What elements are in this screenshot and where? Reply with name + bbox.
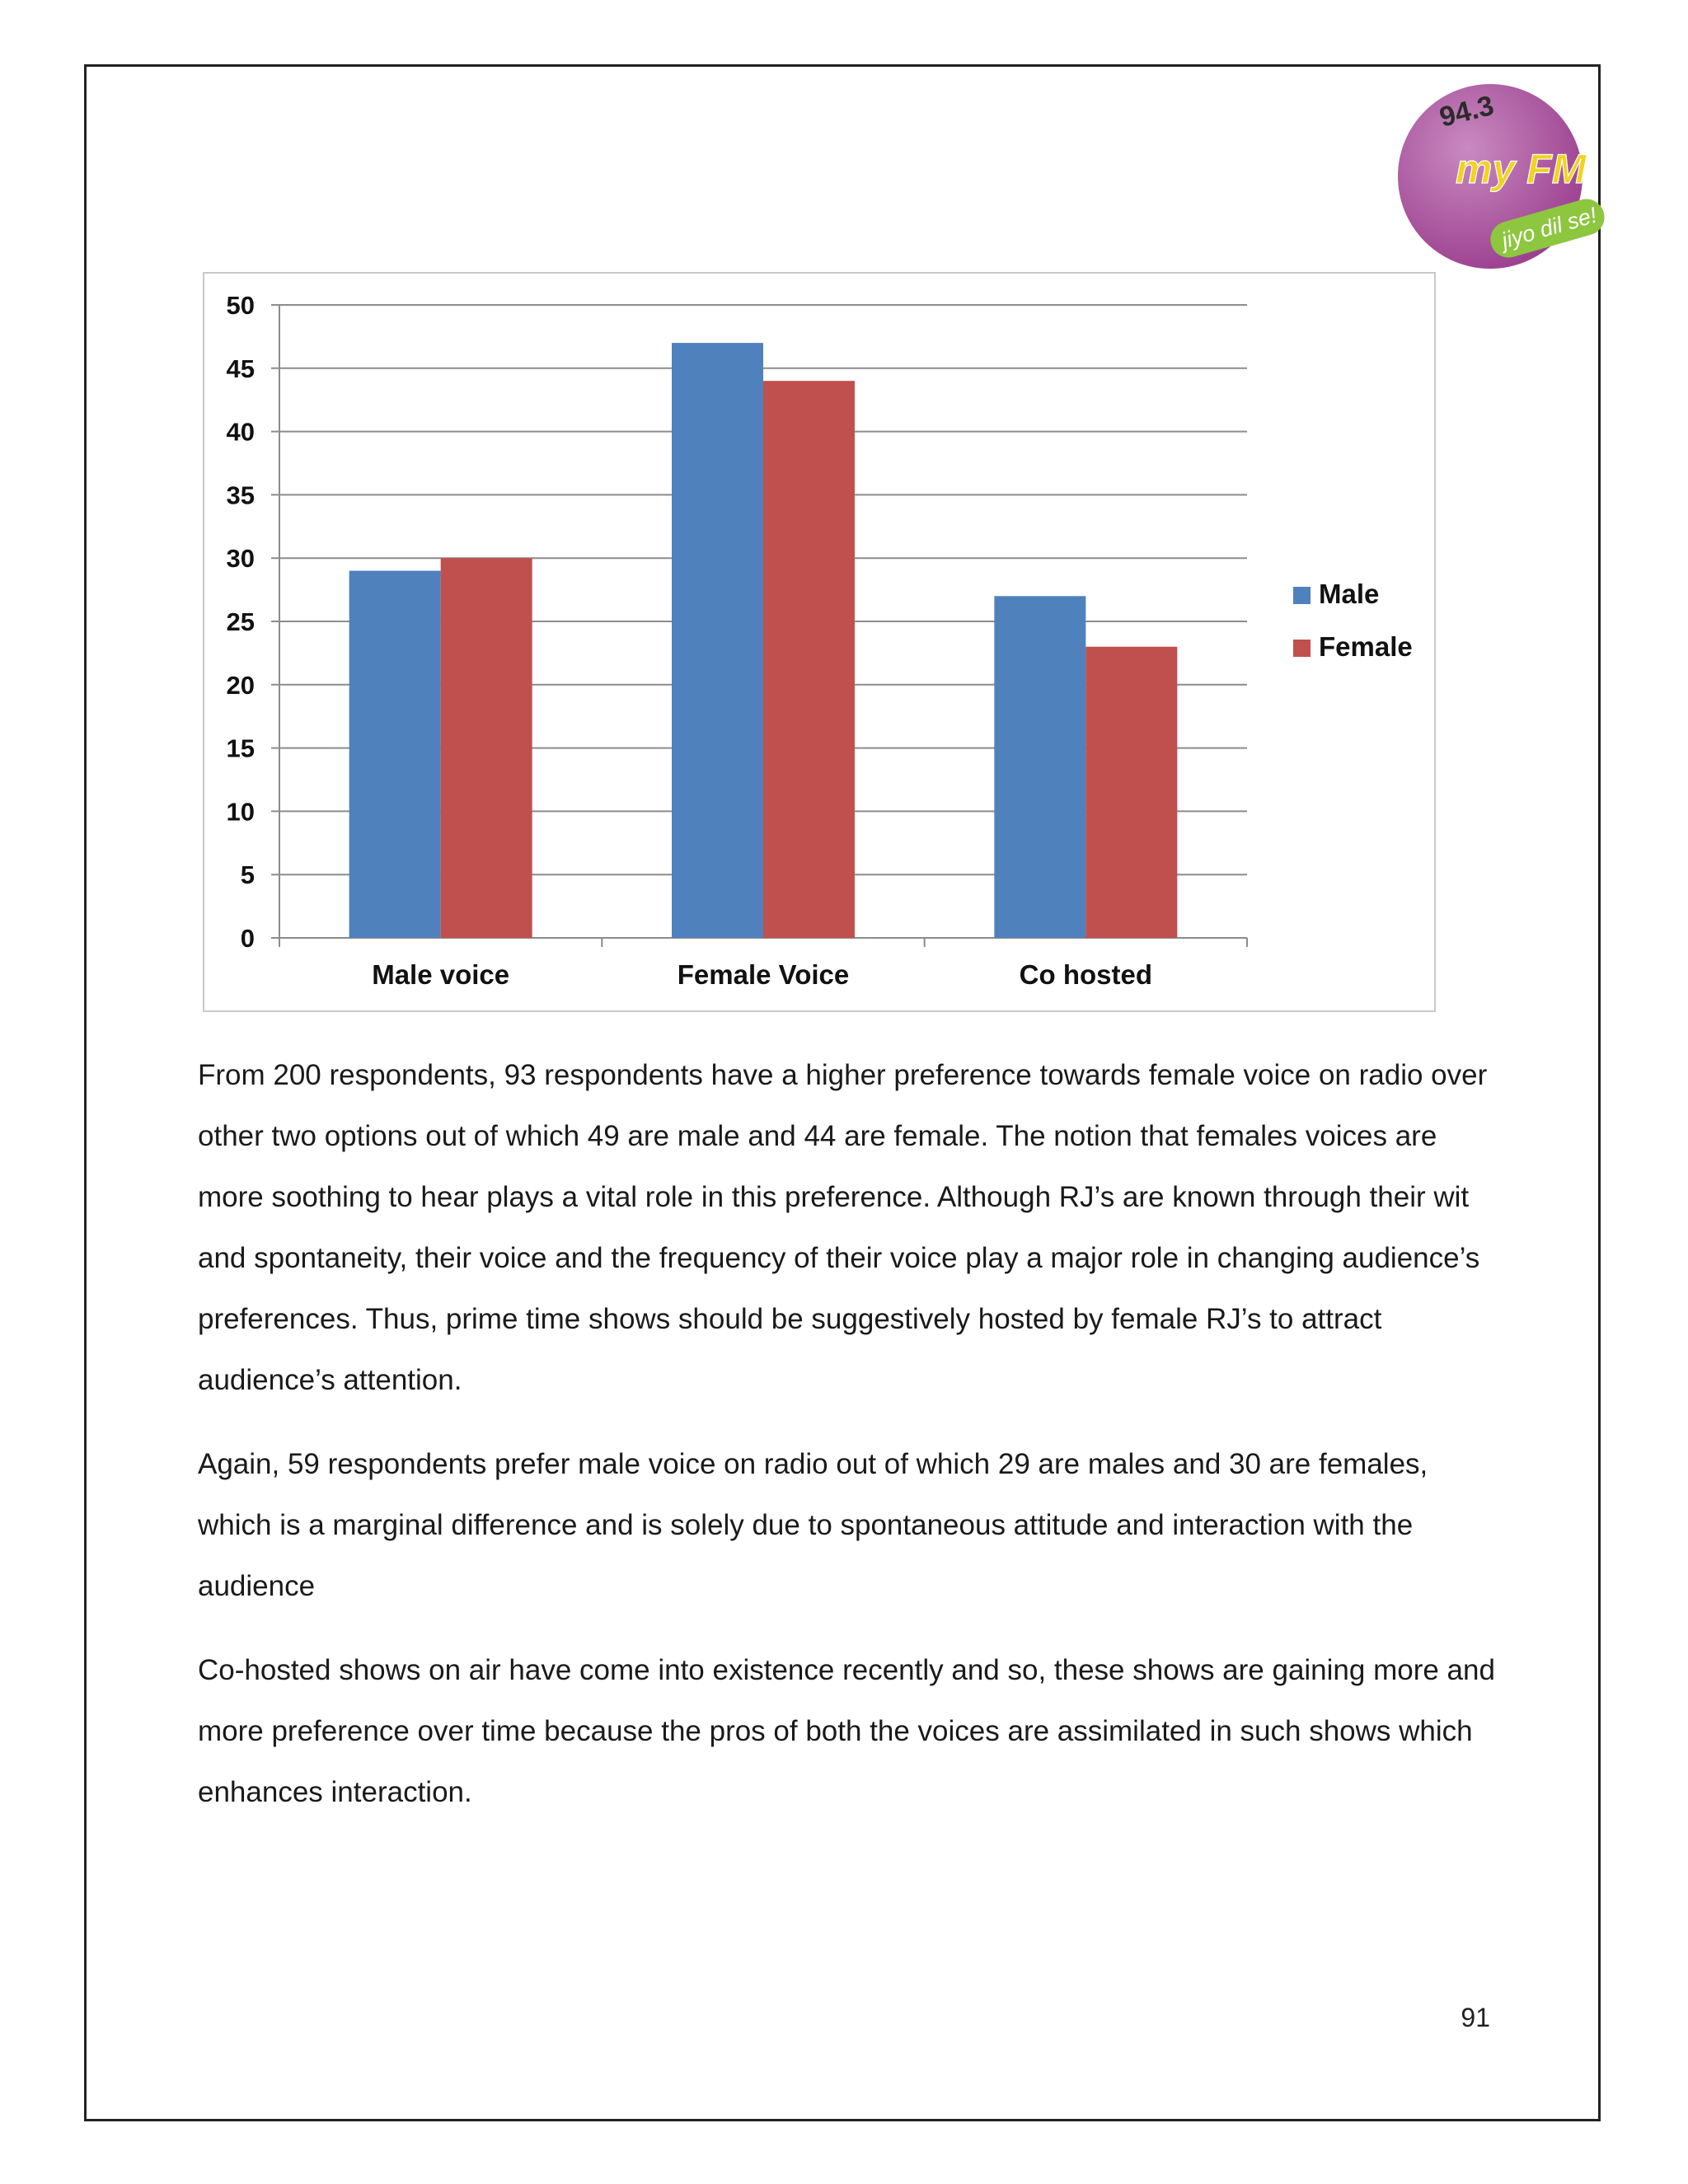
legend-swatch — [1293, 640, 1311, 657]
paragraph-2: Again, 59 respondents prefer male voice on radio out of which 29 are males and 30 are females, which is a marginal difference and is solely due to spontaneous attitude and interaction with the audience — [198, 1448, 1428, 1602]
y-tick-label: 45 — [226, 354, 255, 383]
y-tick-label: 50 — [226, 291, 255, 320]
paragraph-1: From 200 respondents, 93 respondents have a higher preference towards female voice on radio over other two options out of which 49 are male and 44 are female. The notion that females voices are more soothing to hear plays a vital role in this preference. Although RJ’s are known through their wit and spontaneity, their voice and the frequency of their voice play a major role in changing audience’s preferences. Thus, prime time shows should be suggestively hosted by female RJ’s to attract audience’s attention. — [198, 1059, 1488, 1396]
y-tick-label: 25 — [226, 607, 255, 636]
legend-label: Male — [1319, 579, 1380, 609]
x-tick-label: Female Voice — [677, 959, 850, 990]
myfm-logo — [1391, 76, 1607, 274]
bar-female — [763, 381, 855, 938]
bar-male — [994, 596, 1085, 938]
bar-male — [672, 343, 763, 938]
bar-chart — [203, 272, 1436, 1012]
logo-tagline: jiyo dil se! — [1498, 202, 1600, 254]
x-tick-label: Male voice — [372, 959, 510, 990]
logo-frequency: 94.3 — [1436, 89, 1498, 134]
x-tick-label: Co hosted — [1019, 959, 1152, 990]
y-tick-label: 30 — [226, 544, 255, 574]
page-number: 91 — [1461, 2003, 1490, 2032]
y-tick-label: 35 — [226, 480, 255, 510]
bar-male — [349, 571, 441, 938]
bar-female — [1085, 647, 1177, 938]
legend-label: Female — [1319, 631, 1413, 662]
y-tick-label: 0 — [240, 924, 255, 953]
y-tick-label: 15 — [226, 733, 255, 763]
y-tick-label: 5 — [240, 860, 255, 890]
logo-brand: my FM — [1456, 146, 1587, 192]
legend-swatch — [1293, 587, 1311, 604]
body-text — [198, 1045, 1500, 1846]
chart-svg — [204, 274, 1434, 1010]
y-tick-label: 40 — [226, 417, 255, 447]
bar-female — [441, 558, 532, 938]
y-tick-label: 20 — [226, 670, 255, 700]
y-tick-label: 10 — [226, 797, 255, 827]
paragraph-3: Co-hosted shows on air have come into existence recently and so, these shows are gaining more and more preference over time because the pros of both the voices are assimilated in such shows which enhances interaction. — [198, 1654, 1495, 1808]
